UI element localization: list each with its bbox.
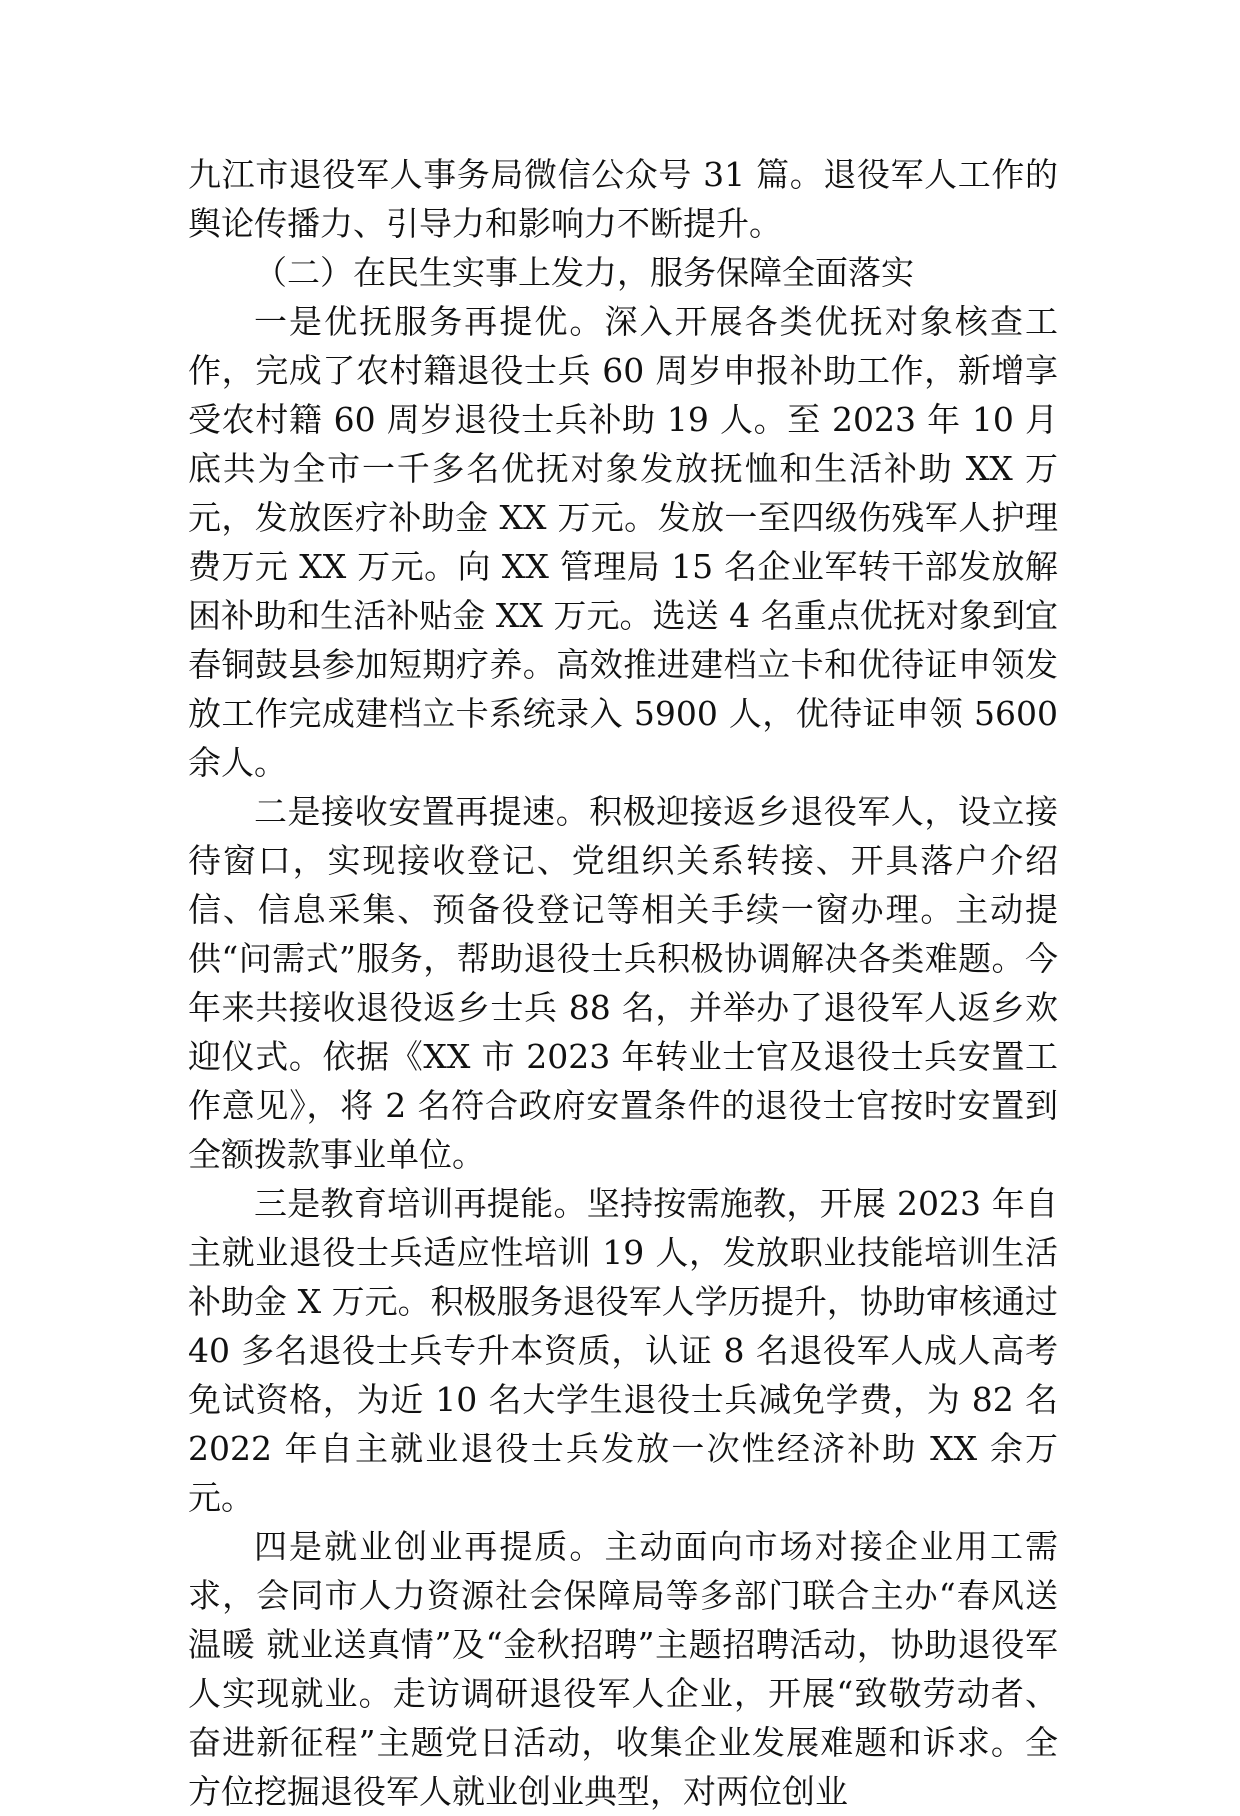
paragraph-continuation: 九江市退役军人事务局微信公众号 31 篇。退役军人工作的舆论传播力、引导力和影响力不断提升。: [188, 155, 1058, 243]
paragraph-education-training: 三是教育培训再提能。坚持按需施教，开展 2023 年自主就业退役士兵适应性培训 19 人，发放职业技能培训生活补助金 X 万元。积极服务退役军人学历提升，协助审核通过 40 多名退役士兵专升本资质，认证 8 名退役军人成人高考免试资格，为近 10 名大学生退役士兵减免学费，为 82 名 2022 年自主就业退役士兵发放一次性经济补助 XX 余万元。: [188, 1184, 1058, 1517]
paragraph-preferential-care: 一是优抚服务再提优。深入开展各类优抚对象核查工作，完成了农村籍退役士兵 60 周岁申报补助工作，新增享受农村籍 60 周岁退役士兵补助 19 人。至 2023 年 10 月底共为全市一千多名优抚对象发放抚恤和生活补助 XX 万元，发放医疗补助金 XX 万元。发放一至四级伤残军人护理费万元 XX 万元。向 XX 管理局 15 名企业军转干部发放解困补助和生活补贴金 XX 万元。选送 4 名重点优抚对象到宜春铜鼓县参加短期疗养。高效推进建档立卡和优待证申领发放工作完成建档立卡系统录入 5900 人，优待证申领 5600 余人。: [188, 302, 1058, 782]
document-body: [188, 150, 1058, 1816]
paragraph-reception-placement: 二是接收安置再提速。积极迎接返乡退役军人，设立接待窗口，实现接收登记、党组织关系转接、开具落户介绍信、信息采集、预备役登记等相关手续一窗办理。主动提供“问需式”服务，帮助退役士兵积极协调解决各类难题。今年来共接收退役返乡士兵 88 名，并举办了退役军人返乡欢迎仪式。依据《XX 市 2023 年转业士官及退役士兵安置工作意见》，将 2 名符合政府安置条件的退役士官按时安置到全额拨款事业单位。: [188, 792, 1058, 1174]
section-heading: （二）在民生实事上发力，服务保障全面落实: [254, 253, 914, 292]
paragraph-employment-entrepreneurship: 四是就业创业再提质。主动面向市场对接企业用工需求，会同市人力资源社会保障局等多部门联合主办“春风送温暖 就业送真情”及“金秋招聘”主题招聘活动，协助退役军人实现就业。走访调研退役军人企业，开展“致敬劳动者、奋进新征程”主题党日活动，收集企业发展难题和诉求。全方位挖掘退役军人就业创业典型，对两位创业: [188, 1527, 1058, 1811]
